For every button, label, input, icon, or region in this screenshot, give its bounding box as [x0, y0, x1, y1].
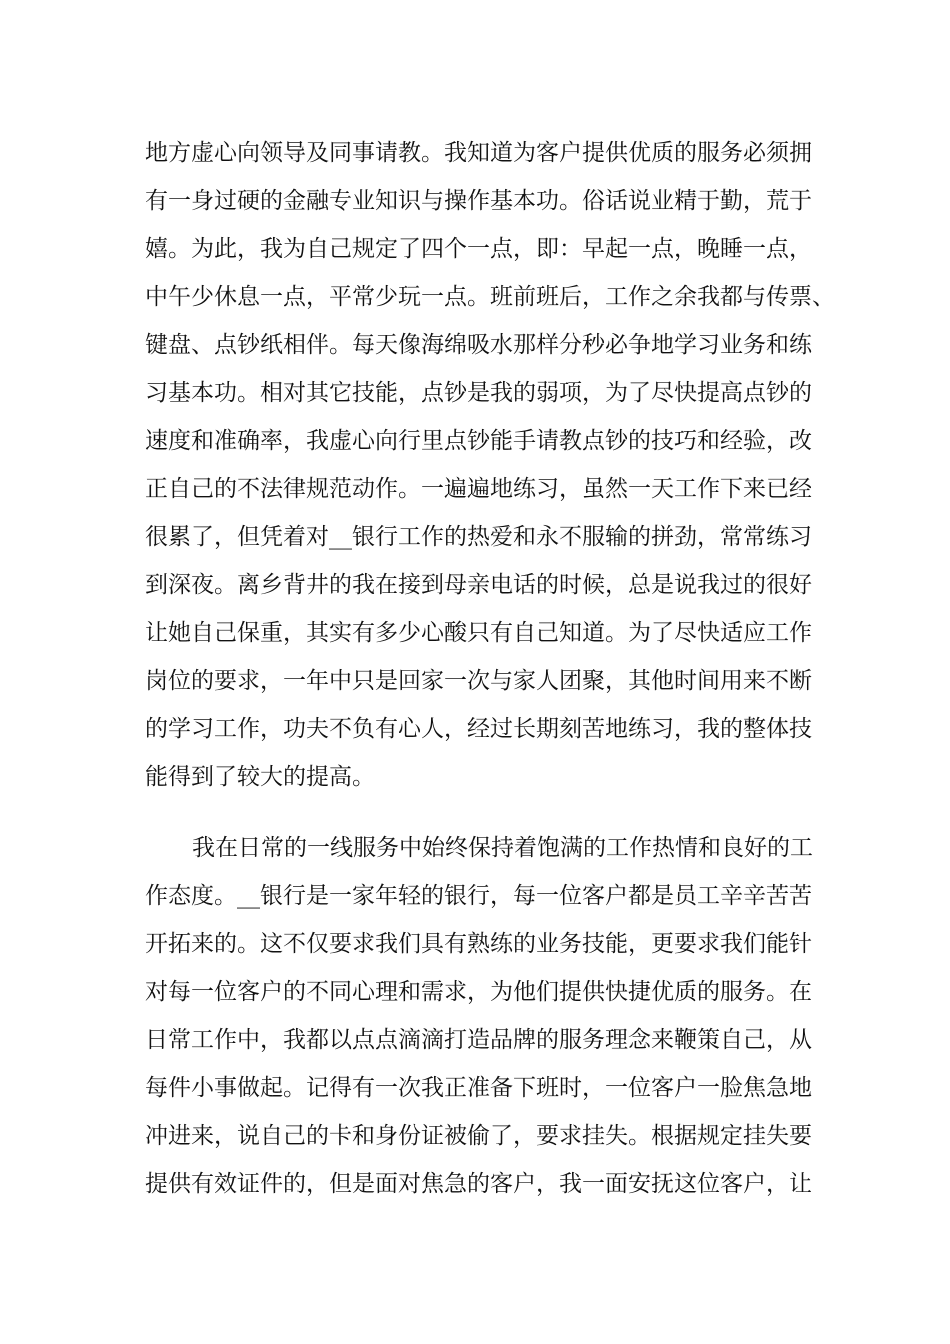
- text-line: 正自己的不法律规范动作。一遍遍地练习，虽然一天工作下来已经: [145, 476, 812, 502]
- text-line: 作态度。__银行是一家年轻的银行，每一位客户都是员工辛辛苦苦: [145, 883, 812, 909]
- paragraph-first-line: 我在日常的一线服务中始终保持着饱满的工作热情和良好的工: [192, 835, 813, 861]
- text-line: 每件小事做起。记得有一次我正准备下班时，一位客户一脸焦急地: [145, 1075, 812, 1101]
- text-line: 到深夜。离乡背井的我在接到母亲电话的时候，总是说我过的很好: [145, 572, 812, 598]
- text-line: 速度和准确率，我虚心向行里点钞能手请教点钞的技巧和经验，改: [145, 428, 812, 454]
- text-line: 中午少休息一点，平常少玩一点。班前班后，工作之余我都与传票、: [145, 284, 835, 310]
- text-line: 嬉。为此，我为自己规定了四个一点，即：早起一点，晚睡一点，: [145, 236, 812, 262]
- text-line: 冲进来，说自己的卡和身份证被偷了，要求挂失。根据规定挂失要: [145, 1123, 812, 1149]
- text-line: 能得到了较大的提高。: [145, 764, 375, 790]
- text-line: 的学习工作，功夫不负有心人，经过长期刻苦地练习，我的整体技: [145, 716, 812, 742]
- text-line: 地方虚心向领导及同事请教。我知道为客户提供优质的服务必须拥: [145, 140, 812, 166]
- text-line: 让她自己保重，其实有多少心酸只有自己知道。为了尽快适应工作: [145, 620, 812, 646]
- text-line: 开拓来的。这不仅要求我们具有熟练的业务技能，更要求我们能针: [145, 931, 812, 957]
- text-line: 日常工作中，我都以点点滴滴打造品牌的服务理念来鞭策自己，从: [145, 1027, 812, 1053]
- text-line: 很累了，但凭着对__银行工作的热爱和永不服输的拼劲，常常练习: [145, 524, 812, 550]
- text-line: 习基本功。相对其它技能，点钞是我的弱项，为了尽快提高点钞的: [145, 380, 812, 406]
- text-line: 提供有效证件的，但是面对焦急的客户，我一面安抚这位客户，让: [145, 1171, 812, 1197]
- text-line: 岗位的要求，一年中只是回家一次与家人团聚，其他时间用来不断: [145, 668, 812, 694]
- text-line: 有一身过硬的金融专业知识与操作基本功。俗话说业精于勤，荒于: [145, 188, 812, 214]
- text-line: 键盘、点钞纸相伴。每天像海绵吸水那样分秒必争地学习业务和练: [145, 332, 812, 358]
- text-line: 对每一位客户的不同心理和需求，为他们提供快捷优质的服务。在: [145, 979, 812, 1005]
